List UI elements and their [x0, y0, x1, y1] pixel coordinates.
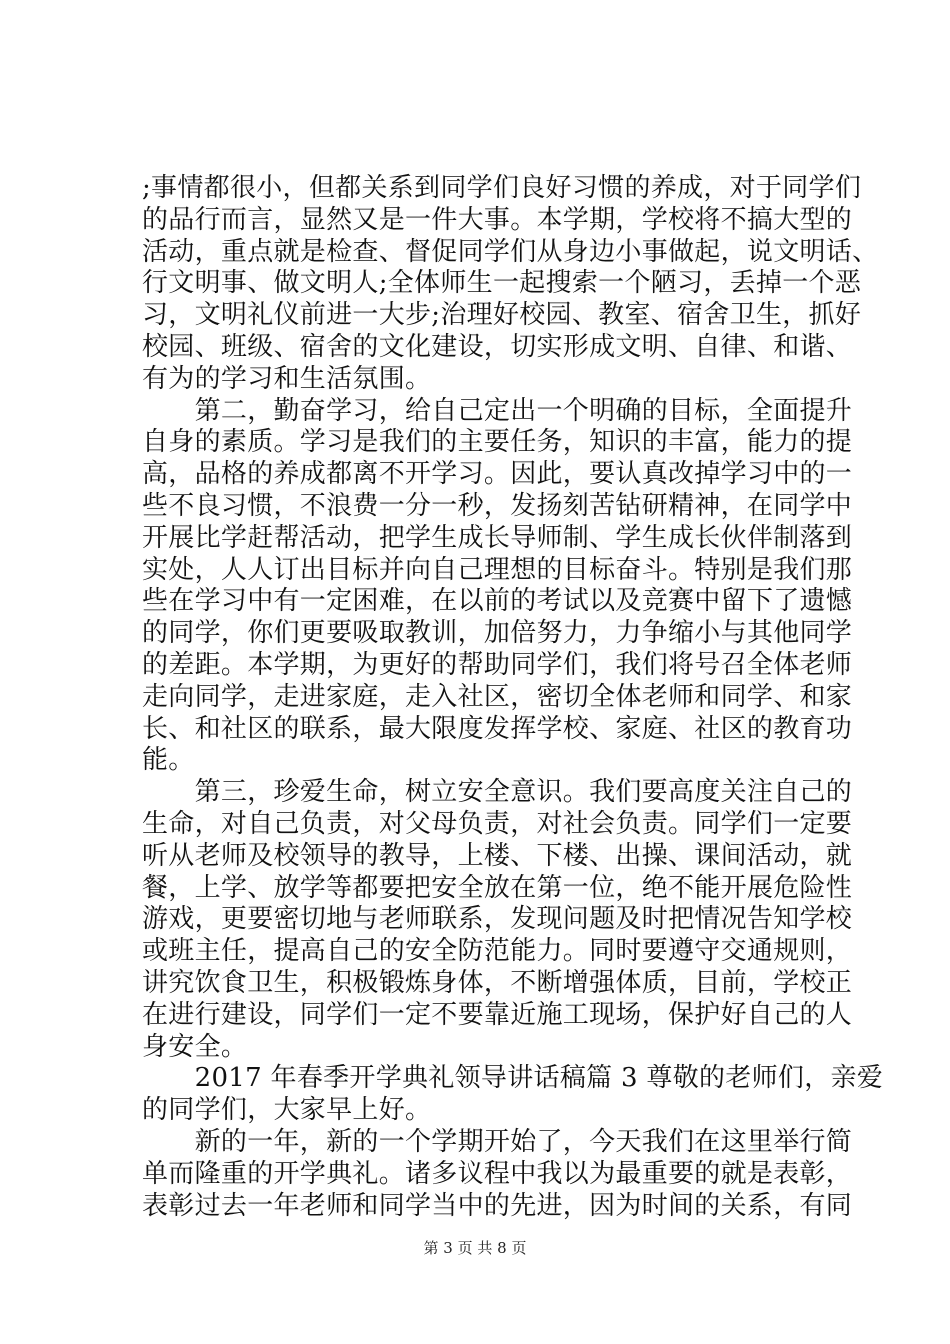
page-footer: 第 3 页 共 8 页 — [423, 1239, 527, 1257]
text-line: 些在学习中有一定困难，在以前的考试以及竞赛中留下了遗憾 — [142, 586, 853, 617]
text-line: 游戏，更要密切地与老师联系，发现问题及时把情况告知学校 — [142, 904, 853, 935]
text-line: 的品行而言，显然又是一件大事。本学期，学校将不搞大型的 — [142, 204, 853, 235]
text-line: 的同学，你们更要吸取教训，加倍努力，力争缩小与其他同学 — [142, 618, 853, 649]
text-line: 第三，珍爱生命，树立安全意识。我们要高度关注自己的 — [142, 777, 853, 808]
text-line: 表彰过去一年老师和同学当中的先进，因为时间的关系，有同 — [142, 1190, 853, 1221]
text-line: 行文明事、做文明人;全体师生一起搜索一个陋习，丢掉一个恶 — [142, 268, 862, 299]
text-line: 餐，上学、放学等都要把安全放在第一位，绝不能开展危险性 — [142, 872, 853, 903]
text-line: 校园、班级、宿舍的文化建设，切实形成文明、自律、和谐、 — [142, 331, 853, 362]
text-line: 能。 — [142, 745, 195, 776]
text-line: 自身的素质。学习是我们的主要任务，知识的丰富，能力的提 — [142, 427, 853, 458]
text-line: 听从老师及校领导的教导，上楼、下楼、出操、课间活动，就 — [142, 840, 853, 871]
text-line: 新的一年，新的一个学期开始了，今天我们在这里举行简 — [142, 1126, 853, 1157]
text-line: 长、和社区的联系，最大限度发挥学校、家庭、社区的教育功 — [142, 713, 853, 744]
text-line: 开展比学赶帮活动，把学生成长导师制、学生成长伙伴制落到 — [142, 522, 853, 553]
text-line: 活动，重点就是检查、督促同学们从身边小事做起，说文明话、 — [142, 236, 879, 267]
text-line: 些不良习惯，不浪费一分一秒，发扬刻苦钻研精神，在同学中 — [142, 490, 853, 521]
text-line: 第二，勤奋学习，给自己定出一个明确的目标，全面提升 — [142, 395, 853, 426]
text-line: 的差距。本学期，为更好的帮助同学们，我们将号召全体老师 — [142, 649, 853, 680]
text-line: 实处，人人订出目标并向自己理想的目标奋斗。特别是我们那 — [142, 554, 853, 585]
text-line: 讲究饮食卫生，积极锻炼身体，不断增强体质，目前，学校正 — [142, 967, 853, 998]
text-line: 单而隆重的开学典礼。诸多议程中我以为最重要的就是表彰， — [142, 1158, 853, 1189]
text-line: 走向同学，走进家庭，走入社区，密切全体老师和同学、和家 — [142, 681, 853, 712]
text-line: 高，品格的养成都离不开学习。因此，要认真改掉学习中的一 — [142, 459, 853, 490]
document-body — [142, 173, 884, 1222]
text-line: 有为的学习和生活氛围。 — [142, 363, 432, 394]
text-line: ;事情都很小，但都关系到同学们良好习惯的养成，对于同学们 — [142, 173, 862, 203]
text-line: 生命，对自己负责，对父母负责，对社会负责。同学们一定要 — [142, 808, 853, 839]
text-line: 2017 年春季开学典礼领导讲话稿篇 3 尊敬的老师们，亲爱 — [142, 1063, 884, 1094]
text-line: 身安全。 — [142, 1031, 248, 1062]
text-line: 或班主任，提高自己的安全防范能力。同时要遵守交通规则， — [142, 936, 853, 967]
text-line: 习，文明礼仪前进一大步;治理好校园、教室、宿舍卫生，抓好 — [142, 300, 862, 331]
text-line: 在进行建设，同学们一定不要靠近施工现场，保护好自己的人 — [142, 999, 853, 1030]
text-line: 的同学们，大家早上好。 — [142, 1095, 432, 1126]
